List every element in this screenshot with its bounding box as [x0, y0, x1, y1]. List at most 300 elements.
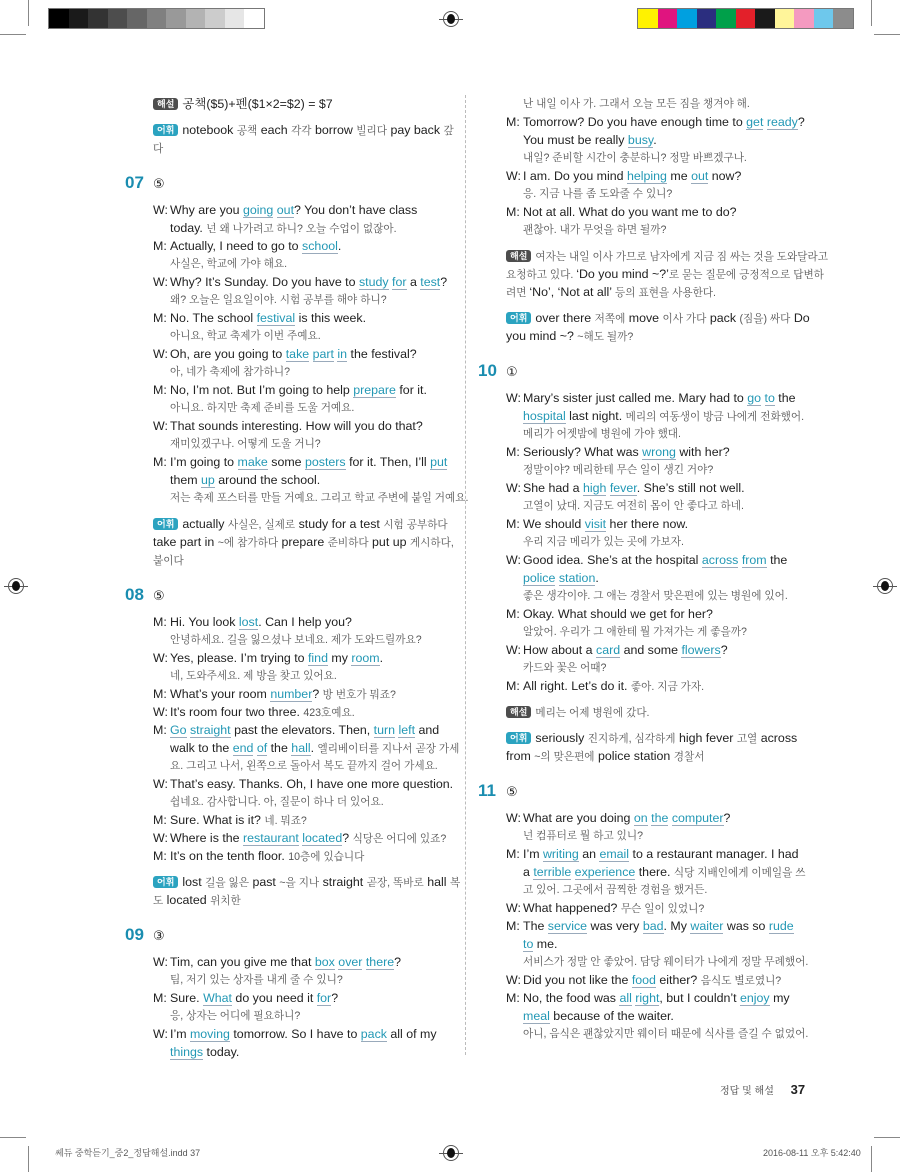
question-heading — [125, 926, 435, 944]
blank-answer-word: find — [307, 651, 328, 665]
text-segment: the — [267, 741, 292, 755]
dialogue-line — [125, 381, 435, 399]
translation-line — [478, 185, 788, 203]
color-swatch — [244, 9, 264, 28]
dialogue-line — [478, 989, 788, 1007]
color-swatch — [186, 9, 206, 28]
text-segment: She had a — [523, 481, 583, 495]
color-swatch — [166, 9, 186, 28]
text-segment: lost — [182, 875, 206, 889]
text-segment: ? — [440, 275, 448, 289]
explanation-badge: 해설 — [506, 250, 531, 262]
korean-text: 다 — [153, 143, 164, 155]
text-segment: pack — [706, 311, 740, 325]
speaker-label: M: — [153, 813, 167, 827]
blank-answer-word: What — [203, 991, 232, 1005]
footer-section-title: 정답 및 해설 — [720, 1086, 774, 1097]
blank-answer-word: food — [631, 973, 656, 987]
right-column — [478, 95, 828, 1043]
text-segment: seriously — [535, 731, 588, 745]
speaker-label: M: — [153, 849, 167, 863]
text-segment: to a restaurant manager. I had — [629, 847, 799, 861]
grayscale-color-bar — [48, 8, 265, 29]
text-segment: and — [415, 723, 440, 737]
blank-answer-word: service — [547, 919, 588, 933]
speaker-label: M: — [153, 311, 167, 325]
text-segment: Oh, are you going to — [170, 347, 286, 361]
text-segment: a — [406, 275, 421, 289]
text-segment: the festival? — [347, 347, 417, 361]
korean-text: 무슨 일이 있었니? — [620, 903, 705, 915]
text-segment: 고 있어. 그곳에서 끔찍한 경험을 했거든. — [523, 884, 708, 896]
question-number: 07 — [125, 173, 144, 192]
translation-line — [478, 827, 788, 845]
blank-answer-word: hall — [291, 741, 311, 755]
speaker-label: W: — [506, 643, 521, 657]
text-segment: do you need it — [231, 991, 317, 1005]
registration-mark-icon — [443, 11, 459, 27]
korean-text: 메리의 여동생이 방금 나에게 전화했어. — [625, 411, 805, 423]
text-segment: 서비스가 정말 안 좋았어. 담당 웨이터가 나에게 정말 무례했어. — [523, 956, 809, 968]
left-column — [125, 95, 469, 1061]
blank-answer-word: computer — [671, 811, 724, 825]
text-segment: with her? — [675, 445, 730, 459]
text-segment: Tomorrow? Do you have enough time to — [523, 115, 747, 129]
page-number: 37 — [790, 1082, 806, 1097]
translation-line — [478, 95, 788, 113]
blank-answer-word: enjoy — [740, 991, 770, 1005]
text-segment: the — [766, 553, 788, 567]
text-segment: Do — [790, 311, 810, 325]
crop-mark — [871, 1146, 872, 1172]
blank-answer-word: writing — [542, 847, 579, 861]
registration-mark-icon — [443, 1145, 459, 1161]
text-segment: 좋은 생각이야. 그 애는 경찰서 맞은편에 있는 병원에 있어. — [523, 590, 788, 602]
blank-answer-word: turn — [373, 723, 396, 737]
dialogue-continuation — [478, 863, 806, 881]
text-segment: today. — [203, 1045, 240, 1059]
text-segment: ? — [394, 955, 402, 969]
dialogue-line — [125, 417, 435, 435]
text-segment: No. The school — [170, 311, 257, 325]
speaker-label: M: — [506, 205, 520, 219]
text-segment: 요. 그리고 나서, 왼쪽으로 돌아서 복도 끝까지 걸어 가세요. — [170, 760, 438, 772]
speaker-label: W: — [506, 481, 521, 495]
translation-line — [125, 667, 435, 685]
translation-line — [125, 255, 435, 273]
note-continuation — [125, 891, 435, 909]
text-segment: ? You don’t have class — [294, 203, 418, 217]
dialogue-line — [478, 551, 788, 569]
crop-mark — [874, 1137, 900, 1138]
speaker-label: W: — [506, 973, 521, 987]
color-swatch — [658, 9, 678, 28]
dialogue-line — [478, 605, 788, 623]
text-segment: because of the waiter. — [549, 1009, 674, 1023]
crop-mark — [0, 34, 26, 35]
text-segment: tomorrow. So I have to — [229, 1027, 361, 1041]
text-segment: 저는 축제 포스터를 만들 거예요. 그리고 학교 주변에 붙일 거예요. — [170, 492, 469, 504]
blank-answer-word: things — [170, 1045, 204, 1059]
dialogue-line — [125, 237, 435, 255]
text-segment: for it. Then, I’ll — [345, 455, 431, 469]
text-segment: was so — [723, 919, 769, 933]
text-segment: It’s room four two three. — [170, 705, 304, 719]
note-line — [478, 309, 810, 327]
text-segment: What are you doing — [523, 811, 634, 825]
text-segment: them — [170, 473, 201, 487]
blank-answer-word: festival — [256, 311, 296, 325]
korean-text: 요청하고 있다. — [506, 269, 577, 281]
text-segment: all of my — [386, 1027, 437, 1041]
blank-answer-word: lost — [238, 615, 259, 629]
text-segment: actually — [182, 517, 228, 531]
color-swatch — [49, 9, 69, 28]
note-line — [478, 729, 798, 747]
blank-answer-word: the — [651, 811, 669, 825]
color-swatch — [736, 9, 756, 28]
text-segment: there. — [635, 865, 674, 879]
korean-text: 공책 — [236, 125, 258, 137]
speaker-label: W: — [153, 203, 168, 217]
answer-choice: ① — [506, 364, 518, 379]
text-segment: 쉽네요. 감사합니다. 아, 질문이 하나 더 있어요. — [170, 796, 384, 808]
color-swatch — [88, 9, 108, 28]
korean-text: 방 번호가 뭐죠? — [322, 689, 396, 701]
text-segment: around the school. — [214, 473, 321, 487]
dialogue-continuation — [478, 407, 805, 425]
blank-answer-word: experience — [574, 865, 636, 879]
translation-line — [478, 149, 788, 167]
note-continuation — [125, 551, 435, 569]
text-segment: either? — [655, 973, 701, 987]
speaker-label: W: — [153, 955, 168, 969]
text-segment: 왜? 오늘은 일요일이야. 시험 공부를 해야 하니? — [170, 294, 387, 306]
text-segment: Okay. What should we get for her? — [523, 607, 713, 621]
korean-text: 게시하다, — [409, 537, 454, 549]
korean-text: 고열 — [736, 733, 758, 745]
question-heading — [125, 586, 435, 604]
color-swatch — [225, 9, 245, 28]
note-continuation — [125, 139, 435, 157]
text-segment: 카드와 꽃은 어때? — [523, 662, 607, 674]
dialogue-line — [478, 809, 788, 827]
text-segment: each — [257, 123, 292, 137]
dialogue-line — [478, 677, 788, 695]
color-swatch — [833, 9, 853, 28]
korean-text: 엘리베이터를 지나서 곧장 가세 — [317, 743, 460, 755]
color-swatch — [205, 9, 225, 28]
color-swatch — [814, 9, 834, 28]
blank-answer-word: from — [741, 553, 767, 567]
text-segment: , but I couldn’t — [659, 991, 740, 1005]
blank-answer-word: all — [619, 991, 632, 1005]
speaker-label: M: — [506, 517, 520, 531]
speaker-label: W: — [153, 275, 168, 289]
speaker-label: W: — [506, 553, 521, 567]
speaker-label: M: — [153, 383, 167, 397]
blank-answer-word: for — [392, 275, 407, 289]
korean-text: 식당은 어디에 있죠? — [352, 833, 447, 845]
translation-line — [478, 587, 788, 605]
question-number: 11 — [478, 781, 496, 800]
korean-text: 진지하게, 심각하게 — [587, 733, 676, 745]
text-segment: Why? It’s Sunday. Do you have to — [170, 275, 359, 289]
answer-choice: ⑤ — [153, 588, 165, 603]
explanation-badge: 해설 — [153, 98, 178, 110]
blank-answer-word: moving — [189, 1027, 230, 1041]
text-segment: an — [578, 847, 600, 861]
blank-answer-word: room — [351, 651, 380, 665]
text-segment: 사실은, 학교에 가야 해요. — [170, 258, 288, 270]
question-heading — [125, 174, 435, 192]
text-segment: put up — [368, 535, 410, 549]
text-segment: me — [666, 169, 692, 183]
text-segment: from — [506, 749, 535, 763]
blank-answer-word: out — [276, 203, 295, 217]
text-segment: the — [774, 391, 796, 405]
speaker-label: M: — [506, 847, 520, 861]
blank-answer-word: over — [338, 955, 363, 969]
text-segment: last night. — [565, 409, 626, 423]
text-segment: . Can I help you? — [258, 615, 352, 629]
blank-answer-word: for — [316, 991, 332, 1005]
text-segment: across — [757, 731, 798, 745]
text-segment: ? — [331, 991, 339, 1005]
korean-text: 넌 왜 나가려고 하니? 오늘 수업이 없잖아. — [206, 223, 397, 235]
text-segment: study for a test — [295, 517, 384, 531]
text-segment: 알았어. 우리가 그 애한테 뭘 가져가는 게 좋을까? — [523, 626, 747, 638]
text-segment: Did you not like the — [523, 973, 632, 987]
question-number: 10 — [478, 361, 497, 380]
translation-line — [478, 221, 788, 239]
translation-line — [478, 533, 788, 551]
vocabulary-badge: 어휘 — [506, 312, 531, 324]
translation-line — [478, 461, 788, 479]
korean-text: 복 — [449, 877, 461, 889]
note-continuation — [478, 265, 824, 283]
blank-answer-word: right — [635, 991, 660, 1005]
translation-line — [478, 881, 788, 899]
text-segment: borrow — [311, 123, 357, 137]
text-segment: No, the food was — [523, 991, 620, 1005]
slug-timestamp: 2016-08-11 오후 5:42:40 — [763, 1148, 861, 1158]
blank-answer-word: up — [201, 473, 215, 487]
korean-text: 갚 — [443, 125, 454, 137]
blank-answer-word: to — [523, 937, 534, 951]
question-heading — [478, 782, 788, 800]
text-segment: 고열이 났대. 지금도 여전히 몸이 안 좋다고 하네. — [523, 500, 744, 512]
question-number: 08 — [125, 585, 144, 604]
dialogue-line — [478, 845, 799, 863]
translation-line — [478, 953, 809, 971]
text-segment: Mary’s sister just called me. Mary had to — [523, 391, 748, 405]
dialogue-line — [478, 203, 788, 221]
text-segment: walk to the — [170, 741, 233, 755]
blank-answer-word: straight — [189, 723, 231, 737]
text-segment: past the elevators. Then, — [230, 723, 374, 737]
text-segment: 우리 지금 메리가 있는 곳에 가보자. — [523, 536, 684, 548]
blank-answer-word: card — [596, 643, 621, 657]
text-segment: my — [769, 991, 790, 1005]
vocabulary-badge: 어휘 — [153, 876, 178, 888]
dialogue-line — [478, 917, 794, 935]
dialogue-continuation — [125, 219, 435, 237]
korean-text: 네. 뭐죠? — [264, 815, 307, 827]
note-line — [478, 247, 828, 265]
korean-text: ~해도 될까? — [577, 331, 634, 343]
dialogue-line — [478, 167, 788, 185]
translation-line — [125, 363, 435, 381]
dialogue-continuation — [478, 569, 788, 587]
blank-answer-word: make — [237, 455, 268, 469]
blank-answer-word: busy — [627, 133, 654, 147]
blank-answer-word: email — [599, 847, 630, 861]
korean-text: 려면 — [506, 287, 530, 299]
korean-text: 도 — [153, 895, 164, 907]
text-segment: for it. — [395, 383, 427, 397]
explanation-badge: 해설 — [506, 706, 531, 718]
translation-line — [125, 631, 435, 649]
dialogue-line — [125, 685, 435, 703]
translation-line — [125, 291, 435, 309]
blank-answer-word: ready — [766, 115, 798, 129]
text-segment: was very — [587, 919, 643, 933]
translation-line — [125, 757, 438, 775]
text-segment: The — [523, 919, 548, 933]
blank-answer-word: to — [764, 391, 775, 405]
speaker-label: W: — [153, 1027, 168, 1041]
dialogue-continuation — [478, 1007, 788, 1025]
blank-answer-word: station — [558, 571, 596, 585]
blank-answer-word: pack — [360, 1027, 387, 1041]
translation-line — [478, 425, 788, 443]
dialogue-line — [125, 989, 435, 1007]
korean-text: ~을 지나 — [279, 877, 320, 889]
korean-text: ~에 참가하다 — [217, 537, 279, 549]
dialogue-line — [125, 953, 435, 971]
speaker-label: M: — [506, 445, 520, 459]
blank-answer-word: going — [243, 203, 274, 217]
dialogue-line — [125, 309, 435, 327]
dialogue-continuation — [125, 471, 435, 489]
translation-line — [125, 489, 469, 507]
text-segment: 재미있겠구나. 어떻게 도울 거니? — [170, 438, 321, 450]
blank-answer-word: there — [365, 955, 395, 969]
color-swatch — [127, 9, 147, 28]
blank-answer-word: waiter — [690, 919, 724, 933]
dialogue-line — [125, 829, 447, 847]
dialogue-line — [125, 721, 440, 739]
question-number: 09 — [125, 925, 144, 944]
answer-choice: ③ — [153, 928, 165, 943]
text-segment: It’s on the tenth floor. — [170, 849, 289, 863]
text-segment: 안녕하세요. 길을 잃으셨나 보네요. 제가 도와드릴까요? — [170, 634, 422, 646]
process-color-bar — [637, 8, 854, 29]
text-segment: That sounds interesting. How will you do that? — [170, 419, 423, 433]
blank-answer-word: posters — [305, 455, 346, 469]
speaker-label: W: — [153, 419, 168, 433]
text-segment: ? — [797, 115, 805, 129]
answer-choice: ⑤ — [153, 176, 165, 191]
text-segment: . — [379, 651, 384, 665]
dialogue-line — [478, 443, 788, 461]
korean-text: 여자는 내일 이사 가므로 남자에게 지금 짐 싸는 것을 도와달라고 — [535, 251, 828, 263]
korean-text: 길을 잃은 — [205, 877, 250, 889]
vocabulary-badge: 어휘 — [153, 518, 178, 530]
text-segment: me. — [533, 937, 558, 951]
dialogue-line — [125, 1025, 435, 1043]
text-segment: . — [653, 133, 657, 147]
blank-answer-word: located — [302, 831, 343, 845]
korean-text: 시험 공부하다 — [383, 519, 448, 531]
text-segment: notebook — [182, 123, 237, 137]
vocabulary-badge: 어휘 — [153, 124, 178, 136]
text-segment: ‘No’, ‘Not at all’ — [529, 285, 616, 299]
text-segment: . — [310, 741, 318, 755]
korean-text: 각각 — [291, 125, 312, 137]
text-segment: ? — [312, 687, 323, 701]
color-swatch — [108, 9, 128, 28]
text-segment: 아니요. 하지만 축제 준비를 도울 거예요. — [170, 402, 355, 414]
text-segment: 정말이야? 메리한테 무슨 일이 생긴 거야? — [523, 464, 714, 476]
speaker-label: W: — [153, 777, 168, 791]
text-segment: straight — [319, 875, 367, 889]
text-segment: take part in — [153, 535, 218, 549]
speaker-label: W: — [153, 651, 168, 665]
korean-text: 사실은, 실제로 — [227, 519, 296, 531]
speaker-label: M: — [153, 687, 167, 701]
text-segment: ? — [342, 831, 353, 845]
text-segment: Sure. What is it? — [170, 813, 265, 827]
korean-text: 10층에 있습니다 — [288, 851, 365, 863]
color-swatch — [775, 9, 795, 28]
blank-answer-word: across — [701, 553, 739, 567]
crop-mark — [871, 0, 872, 26]
translation-line — [125, 399, 435, 417]
blank-answer-word: helping — [626, 169, 667, 183]
blank-answer-word: police — [523, 571, 556, 585]
translation-line — [125, 1007, 435, 1025]
blank-answer-word: fever — [609, 481, 637, 495]
dialogue-line — [478, 113, 805, 131]
blank-answer-word: wrong — [642, 445, 676, 459]
text-segment: hall — [423, 875, 450, 889]
speaker-label: W: — [153, 347, 168, 361]
text-segment: 공책($5)+펜($1×2=$2) = $7 — [182, 97, 333, 111]
dialogue-line — [125, 847, 435, 865]
translation-line — [125, 793, 435, 811]
blank-answer-word: of — [256, 741, 268, 755]
text-segment: over there — [535, 311, 595, 325]
blank-answer-word: bad — [642, 919, 664, 933]
translation-line — [125, 435, 435, 453]
speaker-label: W: — [506, 391, 521, 405]
korean-text: 이사 가다 — [662, 313, 707, 325]
text-segment: located — [163, 893, 211, 907]
slug-filename: 쎄듀 중학듣기_중2_정답해설.indd 37 — [55, 1148, 201, 1158]
text-segment: . — [595, 571, 599, 585]
registration-mark-icon — [877, 578, 893, 594]
speaker-label: M: — [153, 723, 167, 737]
text-segment: past — [249, 875, 280, 889]
blank-answer-word: visit — [584, 517, 607, 531]
text-segment: some — [267, 455, 305, 469]
korean-text: 식당 지배인에게 이메일을 쓰 — [673, 867, 806, 879]
text-segment: All right. Let’s do it. — [523, 679, 631, 693]
korean-text: 곧장, 똑바로 — [366, 877, 424, 889]
korean-text: ~의 맞은편에 — [534, 751, 595, 763]
